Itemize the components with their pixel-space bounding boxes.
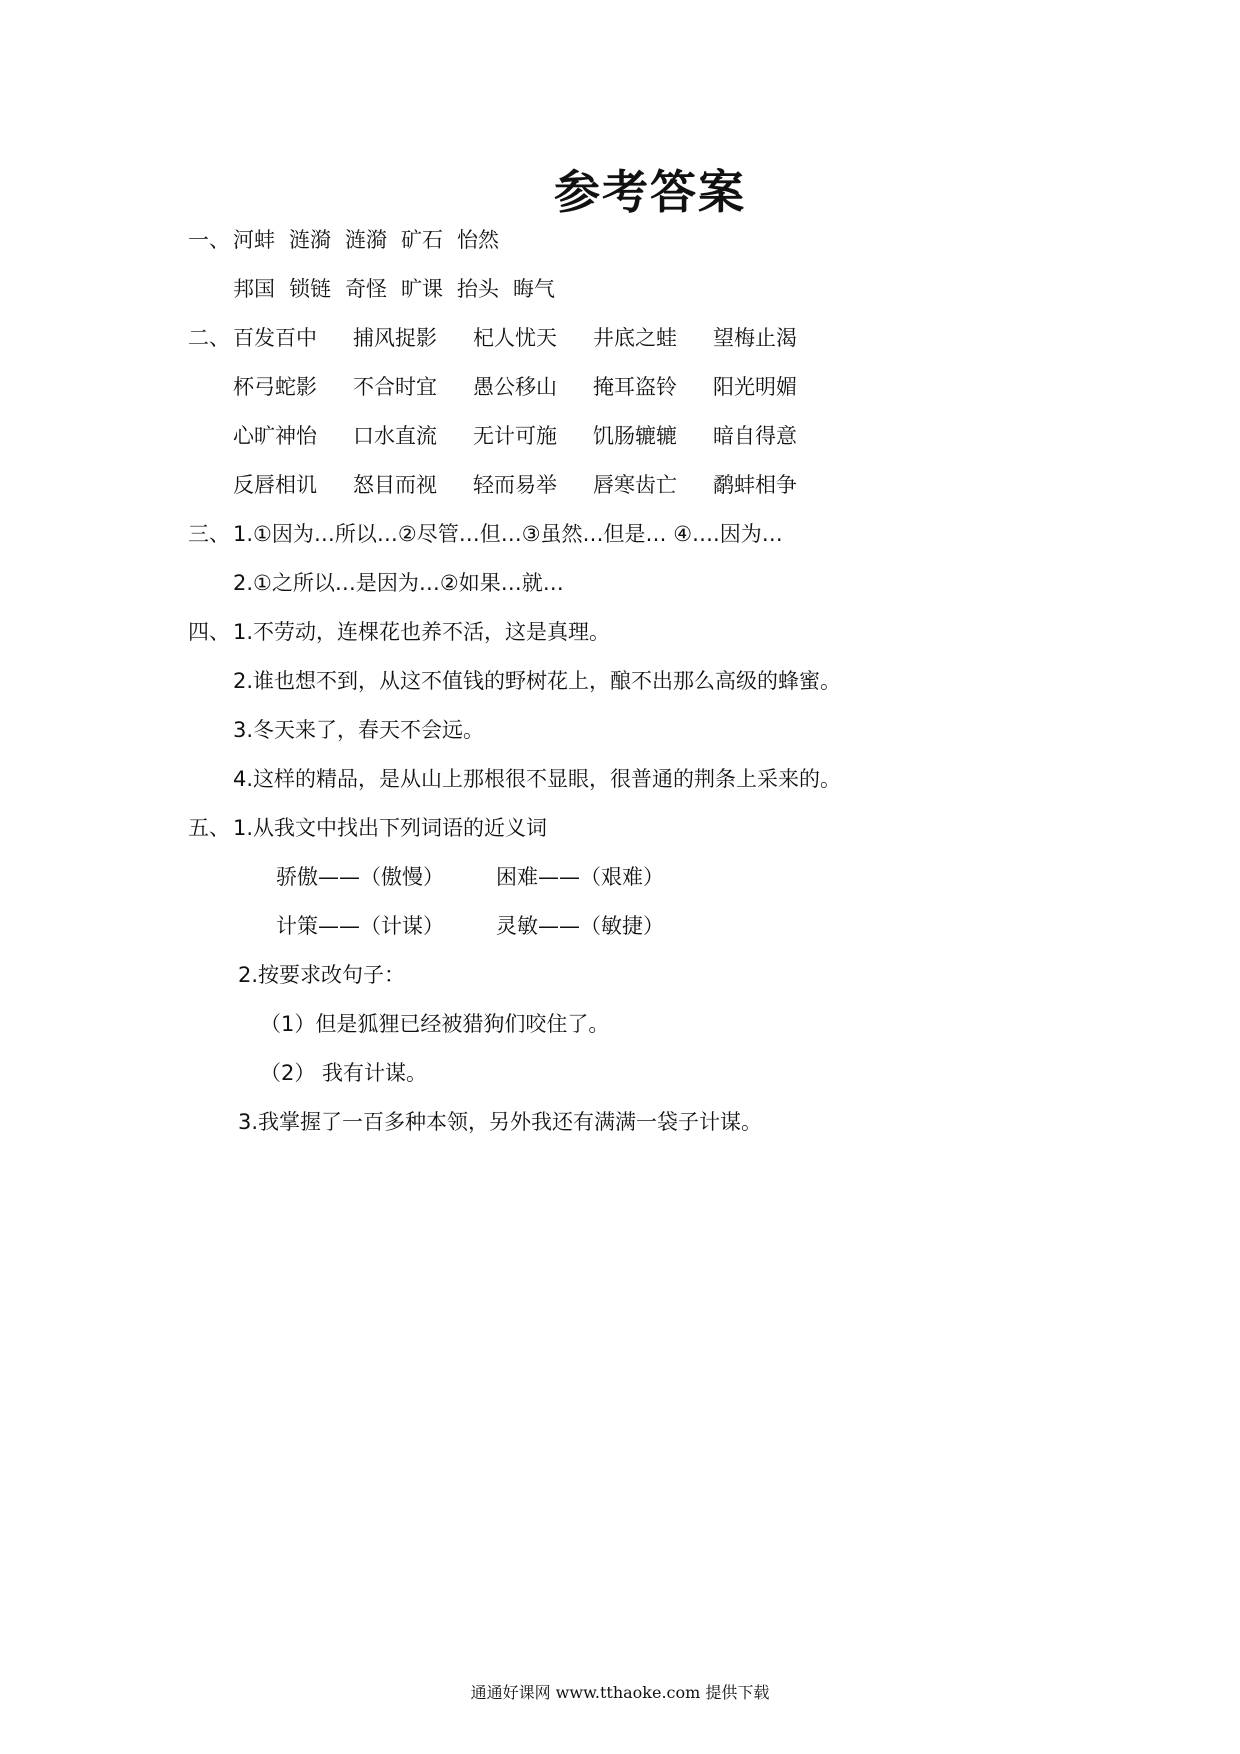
word: 涟漪 — [345, 228, 387, 252]
synonym-pair: 灵敏——（敏捷） — [496, 914, 664, 938]
section-1-row-1 — [233, 226, 513, 254]
section-4-line-3: 3.冬天来了，春天不会远。 — [233, 718, 485, 742]
word: 旷课 — [401, 277, 443, 301]
idiom: 百发百中 — [233, 326, 317, 350]
idiom: 阳光明媚 — [713, 375, 797, 399]
synonym-pair: 困难——（艰难） — [496, 865, 664, 889]
idiom: 口水直流 — [353, 424, 437, 448]
page-title: 参考答案 — [554, 165, 746, 219]
idiom: 杯弓蛇影 — [233, 375, 317, 399]
idiom: 掩耳盗铃 — [593, 375, 677, 399]
word: 晦气 — [513, 277, 555, 301]
section-5-label: 五、 — [188, 816, 230, 840]
idiom: 捕风捉影 — [353, 326, 437, 350]
synonym-pair: 骄傲——（傲慢） — [276, 865, 444, 889]
idiom: 反唇相讥 — [233, 473, 317, 497]
section-2-row-2 — [233, 373, 833, 401]
word: 锁链 — [289, 277, 331, 301]
section-5-answer-2a: （1）但是狐狸已经被猎狗们咬住了。 — [260, 1012, 610, 1036]
section-3-line-2: 2.①之所以…是因为…②如果…就… — [233, 571, 564, 595]
section-5-question-3: 3.我掌握了一百多种本领，另外我还有满满一袋子计谋。 — [238, 1110, 763, 1134]
idiom: 暗自得意 — [713, 424, 797, 448]
idiom: 心旷神怡 — [233, 424, 317, 448]
idiom: 无计可施 — [473, 424, 557, 448]
section-2-row-4 — [233, 471, 833, 499]
idiom: 鹬蚌相争 — [713, 473, 797, 497]
word: 怡然 — [457, 228, 499, 252]
section-3-line-1: 1.①因为…所以…②尽管…但…③虽然…但是… ④….因为… — [233, 522, 783, 546]
section-4-label: 四、 — [188, 620, 230, 644]
footer-source: 通通好课网 www.tthaoke.com 提供下载 — [470, 1683, 770, 1702]
word: 奇怪 — [345, 277, 387, 301]
section-2-row-3 — [233, 422, 833, 450]
word: 河蚌 — [233, 228, 275, 252]
idiom: 轻而易举 — [473, 473, 557, 497]
section-1-row-2 — [233, 275, 569, 303]
synonym-pair: 计策——（计谋） — [276, 914, 444, 938]
section-1-label: 一、 — [188, 228, 230, 252]
section-2-row-1 — [233, 324, 833, 352]
idiom: 唇寒齿亡 — [593, 473, 677, 497]
section-5-question-2: 2.按要求改句子： — [238, 963, 406, 987]
section-3-label: 三、 — [188, 522, 230, 546]
word: 邦国 — [233, 277, 275, 301]
idiom: 不合时宜 — [353, 375, 437, 399]
section-4-line-4: 4.这样的精品，是从山上那根很不显眼，很普通的荆条上采来的。 — [233, 767, 842, 791]
word: 抬头 — [457, 277, 499, 301]
section-4-line-1: 1.不劳动，连棵花也养不活，这是真理。 — [233, 620, 611, 644]
section-5-answer-2b: （2） 我有计谋。 — [260, 1061, 428, 1085]
idiom: 怒目而视 — [353, 473, 437, 497]
idiom: 饥肠辘辘 — [593, 424, 677, 448]
section-5-question-1: 1.从我文中找出下列词语的近义词 — [233, 816, 548, 840]
section-4-line-2: 2.谁也想不到，从这不值钱的野树花上，酿不出那么高级的蜂蜜。 — [233, 669, 842, 693]
idiom: 望梅止渴 — [713, 326, 797, 350]
idiom: 井底之蛙 — [593, 326, 677, 350]
idiom: 愚公移山 — [473, 375, 557, 399]
idiom: 杞人忧天 — [473, 326, 557, 350]
word: 涟漪 — [289, 228, 331, 252]
section-2-label: 二、 — [188, 326, 230, 350]
word: 矿石 — [401, 228, 443, 252]
